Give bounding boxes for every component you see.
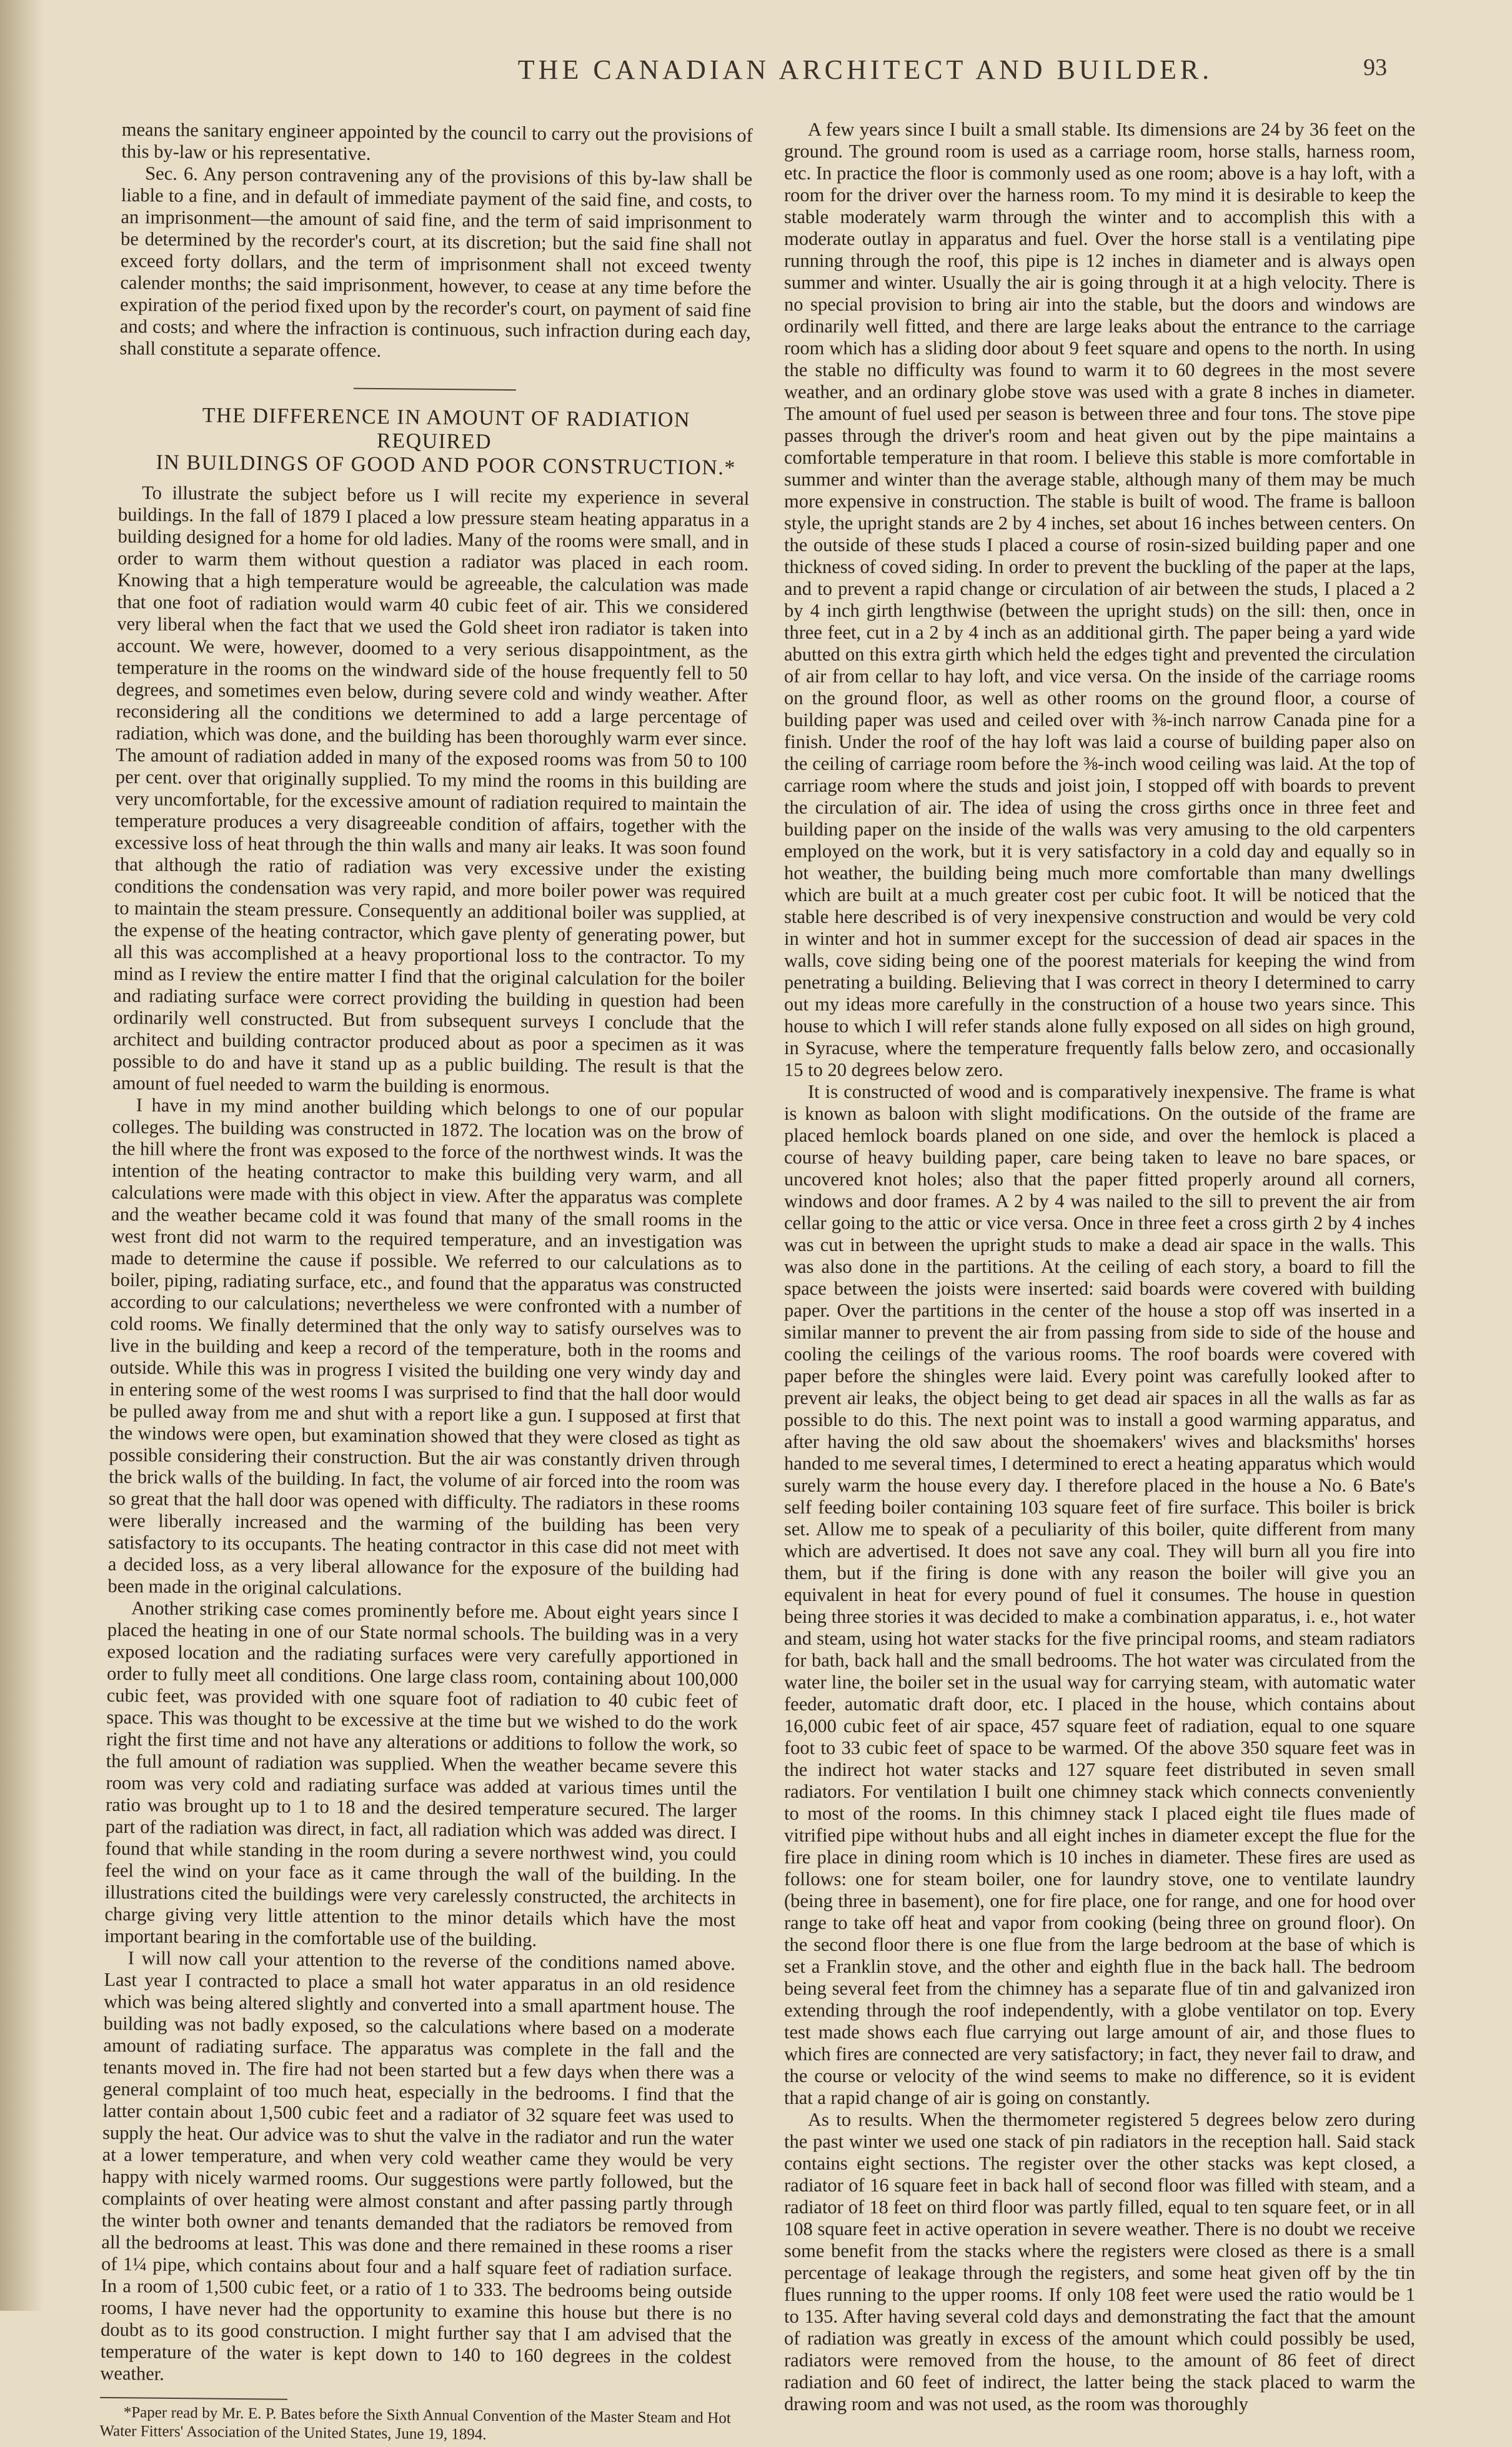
footnote: *Paper read by Mr. E. P. Bates before the Sixth Annual Convention of the Master Steam and Hot Water Fitters' Association of the United States, June 19, 1894. bbox=[99, 2404, 731, 2443]
article-paragraph-1: To illustrate the subject before us I will recite my experience in several buildings. In the fall of 1879 I placed a low pressure steam heating apparatus in a building designed for a home for old ladies. Many of the rooms were small, and in order to warm them without question a radiator was placed in each room. Knowing that a high temperature would be agreeable, the calculation was made that one foot of radiation would warm 40 cubic feet of air. This we considered very liberal when the fact that we used the Gold sheet iron radiator is taken into account. We were, however, doomed to a very serious disappointment, as the temperature in the rooms on the windward side of the house frequently fell to 50 degrees, and sometimes even below, during severe cold and windy weather. After reconsidering all the conditions we determined to add a large percentage of radiation, which was done, and the building has been thoroughly warm ever since. The amount of radiation added in many of the exposed rooms was from 50 to 100 per cent. over that originally supplied. To my mind the rooms in this building are very uncomfortable, for the excessive amount of radiation required to maintain the temperature produces a very disagreeable condition of affairs, together with the excessive loss of heat through the thin walls and many air leaks. It was soon found that although the ratio of radiation was very excessive under the existing conditions the condensation was very rapid, and more boiler power was required to maintain the steam pressure. Consequently an additional boiler was supplied, at the expense of the heating contractor, which gave plenty of generating power, but all this was accomplished at a heavy proportional loss to the contractor. To my mind as I review the entire matter I find that the original calculation for the boiler and radiating surface were correct providing the building in question had been ordinarily well constructed. But from subsequent surveys I conclude that the architect and building contractor produced about as poor a specimen as it was possible to do and have it stand up as a public building. The result is that the amount of fuel needed to warm the building is enormous. bbox=[112, 482, 750, 1098]
page-number: 93 bbox=[1363, 54, 1387, 81]
article-paragraph-7: As to results. When the thermometer registered 5 degrees below zero during the past winter we used one stack of pin radiators in the reception hall. Said stack contains eight sections. The register over the other stacks was kept closed, a radiator of 16 square feet in back hall of second floor was filled with steam, and a radiator of 18 feet on third floor was partly filled, equal to ten square feet, or in all 108 square feet in active operation in severe weather. There is no doubt we receive some benefit from the stacks where the registers were closed as there is a small percentage of leakage through the registers, and some heat given off by the tin flues running to the upper rooms. If only 108 feet were used the ratio would be 1 to 135. After having several cold days and demonstrating the fact that the amount of radiation was greatly in excess of the amount which could possibly be used, radiators were removed from the house, to the amount of 86 feet of direct radiation and 60 feet of indirect, the latter being the stack placed to warm the drawing room and was not used, as the room was thoroughly bbox=[784, 2109, 1415, 2415]
article-paragraph-6: It is constructed of wood and is comparatively inexpensive. The frame is what is known as baloon with slight modifications. On the outside of the frame are placed hemlock boards planed on one side, and over the hemlock is placed a course of heavy building paper, care being taken to leave no bare spaces, or uncovered knot holes; also that the paper fitted properly around all corners, windows and door frames. A 2 by 4 was nailed to the sill to prevent the air from cellar going to the attic or vice versa. Once in three feet a cross girth 2 by 4 inches was cut in between the upright studs to make a dead air space in the walls. This was also done in the partitions. At the ceiling of each story, a board to fill the space between the joists were inserted: said boards were covered with building paper. Over the partitions in the center of the house a stop off was inserted in a similar manner to prevent the air from passing from side to side of the house and cooling the ceilings of the various rooms. The roof boards were covered with paper before the shingles were laid. Every point was carefully looked after to prevent air leaks, the object being to get dead air spaces in all the walls as far as possible to do this. The next point was to install a good warming apparatus, and after having the old saw about the shoemakers' wives and blacksmiths' horses handed to me several times, I determined to erect a heating apparatus which would surely warm the house every day. I therefore placed in the house a No. 6 Bate's self feeding boiler containing 103 square feet of fire surface. This boiler is brick set. Allow me to speak of a peculiarity of this boiler, quite different from many which are advertised. It does not save any coal. They will burn all you fire into them, but if the firing is done with any reason the boiler will give you an equivalent in heat for every pound of fuel it consumes. The house in question being three stories it was decided to make a combination apparatus, i. e., hot water and steam, using hot water stacks for the five principal rooms, and steam radiators for bath, back hall and the small bedrooms. The hot water was circulated from the water line, the boiler set in the usual way for carrying steam, with automatic water feeder, automatic draft door, etc. I placed in the house, which contains about 16,000 cubic feet of air space, 457 square feet of radiation, equal to one square foot to 33 cubic feet of space to be warmed. Of the above 350 square feet was in the indirect hot water stacks and 127 square feet distributed in seven small radiators. For ventilation I built one chimney stack which connects conveniently to most of the rooms. In this chimney stack I placed eight tile flues made of vitrified pipe without hubs and all eight inches in diameter except the flue for the fire place in dining room which is 10 inches in diameter. These fires are used as follows: one for steam boiler, one for laundry stove, one to ventilate laundry (being three in basement), one for fire place, one for range, and one for hood over range to take off heat and vapor from cooking (being three on ground floor). On the second floor there is one flue from the large bedroom at the base of which is set a Franklin stove, and the other and eighth flue in the back hall. The bedroom being several feet from the chimney has a separate flue of tin and galvanized iron extending through the roof independently, with a globe ventilator on top. Every test made shows each flue carrying out large amount of air, and those flues to which fires are connected are very satisfactory; in fact, they never fail to draw, and the course or velocity of the wind seems to make no difference, so it is evident that a rapid change of air is going on constantly. bbox=[784, 1081, 1415, 2108]
bylaw-paragraph-end: means the sanitary engineer appointed by the council to carry out the provisions of this by-law or his representative. bbox=[121, 119, 753, 164]
binding-shadow bbox=[0, 0, 44, 2311]
section-divider bbox=[354, 388, 516, 391]
right-column bbox=[784, 119, 1415, 2415]
footnote-divider bbox=[100, 2397, 287, 2400]
article-title-line-2: IN BUILDINGS OF GOOD AND POOR CONSTRUCTION.* bbox=[156, 451, 737, 480]
running-title: THE CANADIAN ARCHITECT AND BUILDER. bbox=[517, 54, 1213, 85]
article-paragraph-3: Another striking case comes prominently before me. About eight years since I placed the heating in one of our State normal schools. The building was in a very exposed location and the radiating surfaces were very carefully apportioned in order to fully meet all conditions. One large class room, containing about 100,000 cubic feet, was provided with one square foot of radiation to 40 cubic feet of space. This was thought to be excessive at the time but we wished to do the work right the first time and not have any alterations or additions to follow the work, so the full amount of radiation was supplied. When the weather became severe this room was very cold and radiating surface was added at various times until the ratio was brought up to 1 to 18 and the desired temperature secured. The larger part of the radiation was direct, in fact, all radiation which was added was direct. I found that while standing in the room during a severe northwest wind, you could feel the wind on your face as it came through the wall of the building. In the illustrations cited the buildings were very carelessly constructed, the architects in charge giving very little attention to the minor details which have the most important bearing in the comfortable use of the building. bbox=[104, 1597, 739, 1951]
article-paragraph-2: I have in my mind another building which belongs to one of our popular colleges. The building was constructed in 1872. The location was on the brow of the hill where the front was exposed to the force of the northwest winds. It was the intention of the heating contractor to make this building very warm, and all calculations were made with this object in view. After the apparatus was complete and the weather became cold it was found that many of the small rooms in the west front did not warm to the required temperature, and an investigation was made to determine the cause if possible. We referred to our calculations as to boiler, piping, radiating surface, etc., and found that the apparatus was constructed according to our calculations; nevertheless we were confronted with a number of cold rooms. We finally determined that the only way to satisfy ourselves was to live in the building and keep a record of the temperature, both in the rooms and outside. While this was in progress I visited the building one very windy day and in entering some of the west rooms I was surprised to find that the hall door would be pulled away from me and shut with a report like a gun. I supposed at first that the windows were open, but examination showed that they were closed as tight as possible considering their construction. But the air was constantly driven through the brick walls of the building. In fact, the volume of air forced into the room was so great that the hall door was opened with difficulty. The radiators in these rooms were liberally increased and the warming of the building has been very satisfactory to its occupants. The heating contractor in this case did not meet with a decided loss, as a very liberal allowance for the exposure of the building had been made in the original calculations. bbox=[107, 1094, 744, 1600]
article-paragraph-4: I will now call your attention to the reverse of the conditions named above. Last year I contracted to place a small hot water apparatus in an old residence which was being altered slightly and converted into a small apartment house. The building was not badly exposed, so the calculations where based on a moderate amount of radiating surface. The apparatus was complete in the fall and the tenants moved in. The fire had not been started but a few days when there was a general complaint of too much heat, especially in the bedrooms. I find that the latter contain about 1,500 cubic feet and a radiator of 32 square feet was used to supply the heat. Our advice was to shut the valve in the radiator and run the water at a lower temperature, and when very cold weather came they would be very happy with nicely warmed rooms. Our suggestions were partly followed, but the complaints of over heating were almost constant and after passing partly through the winter both owner and tenants demanded that the radiators be removed from all the bedrooms at least. This was done and there remained in these rooms a riser of 1¼ pipe, which contains about four and a half square feet of radiation surface. In a room of 1,500 cubic feet, or a ratio of 1 to 333. The bedrooms being outside rooms, I have never had the opportunity to examine this house but there is no doubt as to its good construction. I might further say that I am advised that the temperature of the water is kept down to 140 to 160 degrees in the coldest weather. bbox=[100, 1947, 735, 2385]
article-paragraph-5: A few years since I built a small stable. Its dimensions are 24 by 36 feet on the ground. The ground room is used as a carriage room, horse stalls, harness room, etc. In practice the floor is commonly used as one room; above is a hay loft, with a room for the driver over the harness room. To my mind it is desirable to keep the stable moderately warm through the winter and to accomplish this with a moderate outlay in apparatus and fuel. Over the horse stall is a ventilating pipe running through the roof, this pipe is 12 inches in diameter and is always open summer and winter. Usually the air is going through it at a high velocity. There is no special provision to bring air into the stable, but the doors and windows are ordinarily well fitted, and there are large leaks about the entrance to the carriage room which has a sliding door about 9 feet square and opens to the north. In using the stable no difficulty was found to warm it to 60 degrees in the most severe weather, and an ordinary globe stove was used with a grate 8 inches in diameter. The amount of fuel used per season is between three and four tons. The stove pipe passes through the driver's room and heat given out by the pipe maintains a comfortable temperature in that room. I believe this stable is more comfortable in summer and winter than the average stable, although many of them may be much more expensive in construction. The stable is built of wood. The frame is balloon style, the upright stands are 2 by 4 inches, set about 16 inches between centers. On the outside of these studs I placed a course of rosin-sized building paper and one thickness of coved siding. In order to prevent the buckling of the paper at the laps, and to prevent a rapid change or circulation of air between the studs, I placed a 2 by 4 inch girth lengthwise (between the upright studs) on the sill: then, once in three feet, cut in a 2 by 4 inch as an additional girth. The paper being a yard wide abutted on this extra girth which held the edges tight and prevented the circulation of air from cellar to hay loft, and vice versa. On the inside of the carriage rooms on the ground floor, as well as other rooms on the ground floor, a course of building paper was used and ceiled over with ⅜-inch narrow Canada pine for a finish. Under the roof of the hay loft was laid a course of building paper also on the ceiling of carriage room before the ⅜-inch wood ceiling was laid. At the top of carriage room where the studs and joist join, I stopped off with boards to prevent the circulation of air. The idea of using the cross girths once in three feet and building paper on the inside of the walls was very amusing to the old carpenters employed on the work, but it is very satisfactory in a cold day and equally so in hot weather, the building being much more comfortable than many dwellings which are built at a much greater cost per cubic foot. It will be noticed that the stable here described is of very inexpensive construction and would be very cold in winter and hot in summer except for the succession of dead air spaces in the walls, cove siding being one of the poorest materials for keeping the wind from penetrating a building. Believing that I was correct in theory I determined to carry out my ideas more carefully in the construction of a house two years since. This house to which I will refer stands alone fully exposed on all sides on high ground, in Syracuse, where the temperature frequently falls below zero, and occasionally 15 to 20 degrees below zero. bbox=[784, 119, 1415, 1080]
left-column bbox=[99, 119, 753, 2447]
article-title-line-1: THE DIFFERENCE IN AMOUNT OF RADIATION REQUIRED bbox=[202, 404, 691, 454]
bylaw-section-6: Sec. 6. Any person contravening any of the provisions of this by-law shall be liable to a fine, and in default of immediate payment of the said fine, and costs, to an imprisonment—the amount of said fine, and the term of said imprisonment to be determined by the recorder's court, at its discretion; but the said fine shall not exceed forty dollars, and the term of imprisonment shall not exceed twenty calender months; the said imprisonment, however, to cease at any time before the expiration of the period fixed upon by the recorder's court, on payment of said fine and costs; and where the infraction is continuous, such infraction during each day, shall constitute a separate offence. bbox=[119, 162, 753, 362]
